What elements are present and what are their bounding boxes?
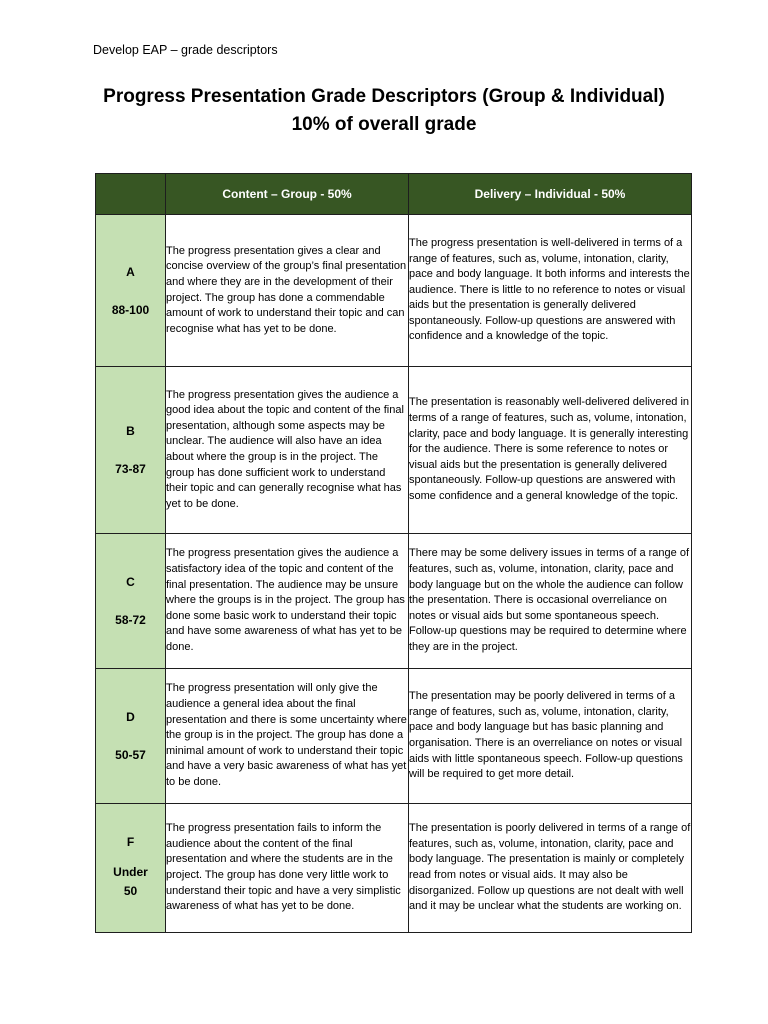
page-subtitle: 10% of overall grade bbox=[291, 114, 477, 135]
table-header-row bbox=[96, 174, 692, 215]
document-header-note: Develop EAP – grade descriptors bbox=[93, 43, 278, 57]
grade-cell bbox=[96, 804, 166, 933]
content-descriptor-cell bbox=[166, 804, 409, 933]
grade-range: 50-57 bbox=[115, 748, 146, 762]
grade-letter: F bbox=[126, 835, 135, 849]
grade-range: 58-72 bbox=[115, 613, 146, 627]
grade-letter: D bbox=[126, 710, 135, 724]
delivery-descriptor: There may be some delivery issues in terms of a range of features, such as, volume, intonation, clarity, pace and body language but on the whole the audience can follow the presentation. There is occasional overreliance on notes or visual aids but some spontaneous speech. Follow-up questions may be required to determine where they are in the project. bbox=[409, 547, 690, 653]
table-row bbox=[96, 669, 692, 804]
delivery-descriptor-cell bbox=[409, 534, 692, 669]
content-descriptor: The progress presentation gives the audience a satisfactory idea of the topic and content of the final presentation. The audience may be unsure where the groups is in the project. The group has done some basic work to understand their topic and have some awareness of what has yet to be done. bbox=[166, 547, 405, 653]
table-row bbox=[96, 367, 692, 534]
grade-column-header bbox=[96, 174, 166, 215]
delivery-descriptor-cell bbox=[409, 804, 692, 933]
content-descriptor: The progress presentation will only give the audience a general idea about the final presentation and there is some uncertainty where the group is in the project. The group has done a minimal amount of work to understand their topic and have a very basic awareness of what has yet to be done. bbox=[166, 682, 407, 788]
grade-cell bbox=[96, 215, 166, 367]
grade-letter: A bbox=[126, 264, 135, 279]
delivery-descriptor: The presentation is reasonably well-delivered delivered in terms of a range of features, such as, volume, intonation, clarity, pace and body language. It is generally interesting for the audience. There is some reference to notes or visual aids but the presentation is generally delivered spontaneously. Follow-up questions are answered with some confidence and a general knowledge of the topic. bbox=[409, 396, 690, 502]
grade-cell bbox=[96, 669, 166, 804]
grade-cell bbox=[96, 367, 166, 534]
grade-descriptors-table bbox=[95, 173, 692, 933]
content-descriptor-cell bbox=[166, 534, 409, 669]
grade-range: Under 50 bbox=[113, 865, 148, 898]
grade-range: 73-87 bbox=[115, 462, 146, 476]
table-row bbox=[96, 534, 692, 669]
grade-letter: B bbox=[126, 424, 135, 438]
delivery-descriptor: The presentation may be poorly delivered in terms of a range of features, such as, volume, intonation, clarity, pace and body language but has basic planning and organisation. There is an overreliance on notes or visual aids with little spontaneous speech. Follow-up questions will be required to get more detail. bbox=[409, 690, 683, 781]
grade-range: 88-100 bbox=[111, 302, 150, 317]
content-descriptor: The progress presentation fails to inform the audience about the content of the final presentation and where the students are in the project. The group has done very little work to understand their topic and have a very simplistic awareness of what has yet to be done. bbox=[166, 822, 401, 913]
grade-letter: C bbox=[126, 575, 135, 589]
delivery-descriptor: The presentation is poorly delivered in terms of a range of features, such as, volume, intonation, clarity, pace and body language. The presentation is mainly or completely read from notes or visual aids. It may also be disorganized. Follow up questions are not dealt with well and it may be unclear what the students are working on. bbox=[409, 822, 691, 913]
table-row bbox=[96, 804, 692, 933]
content-descriptor-cell bbox=[166, 215, 409, 367]
delivery-descriptor: The progress presentation is well-delivered in terms of a range of features, such as, volume, intonation, clarity, pace and body language. It both informs and interests the audience. There is little to no reference to notes or visual aids but the presentation is generally delivered spontaneously. Follow-up questions are answered with confidence and a knowledge of the topic. bbox=[409, 236, 690, 343]
content-descriptor-cell bbox=[166, 367, 409, 534]
delivery-descriptor-cell bbox=[409, 669, 692, 804]
content-descriptor-cell bbox=[166, 669, 409, 804]
table-row bbox=[96, 215, 692, 367]
delivery-descriptor-cell bbox=[409, 215, 692, 367]
delivery-descriptor-cell bbox=[409, 367, 692, 534]
delivery-column-header: Delivery – Individual - 50% bbox=[409, 174, 692, 215]
content-column-header: Content – Group - 50% bbox=[166, 174, 409, 215]
page-title: Progress Presentation Grade Descriptors (Group & Individual) bbox=[103, 86, 665, 107]
grade-cell bbox=[96, 534, 166, 669]
content-descriptor: The progress presentation gives a clear and concise overview of the group’s final presentation and where they are in the development of their project. The group has done a commendable amount of work to understand their topic and can recognise what has yet to be done. bbox=[166, 244, 407, 335]
content-descriptor: The progress presentation gives the audience a good idea about the topic and content of the final presentation, although some aspects may be unclear. The audience will also have an idea about where the group is in the project. The group has done sufficient work to understand their topic and can generally recognise what has yet to be done. bbox=[166, 388, 404, 510]
